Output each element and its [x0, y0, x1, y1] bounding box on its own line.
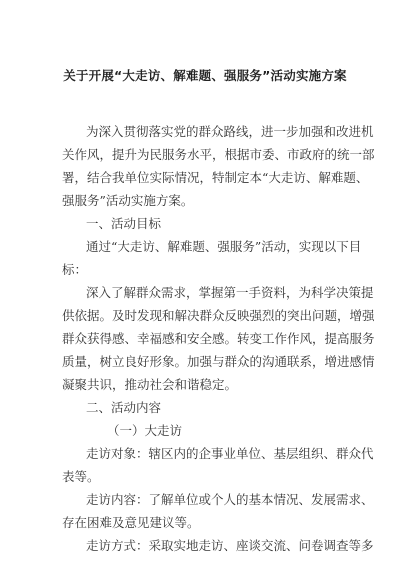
paragraph-line: 走访内容：了解单位或个人的基本情况、发展需求、	[86, 492, 374, 507]
paragraph-line: 表等。	[62, 469, 100, 484]
paragraph-line: 凝聚共识，推动社会和谐稳定。	[62, 377, 238, 392]
paragraph-line: 走访对象：辖区内的企事业单位、基层组织、群众代	[86, 446, 374, 461]
paragraph-line: 通过“大走访、解难题、强服务”活动，实现以下目	[86, 239, 362, 254]
paragraph-line: 群众获得感、幸福感和安全感。转变工作作风，提高服务	[62, 331, 375, 346]
paragraph-visit-content	[62, 488, 374, 534]
paragraph-intro	[62, 120, 375, 212]
paragraph-line: 深入了解群众需求，掌握第一手资料，为科学决策提	[86, 285, 374, 300]
paragraph-line: 存在困难及意见建议等。	[62, 515, 200, 530]
section-heading: 一、活动目标	[86, 216, 162, 231]
paragraph-line: 走访方式：采取实地走访、座谈交流、问卷调查等多	[86, 538, 374, 553]
paragraph-goals-intro	[62, 235, 362, 281]
paragraph-goals-detail	[62, 281, 375, 396]
document-title: 关于开展“大走访、解难题、强服务”活动实施方案	[63, 68, 347, 83]
paragraph-line: 关作风，提升为民服务水平，根据市委、市政府的统一部	[62, 147, 375, 162]
paragraph-line: 署，结合我单位实际情况，特制定本“大走访、解难题、	[62, 170, 369, 185]
section-heading: 二、活动内容	[86, 400, 162, 415]
paragraph-visit-method	[62, 534, 374, 557]
paragraph-line: 为深入贯彻落实党的群众路线，进一步加强和改进机	[86, 124, 374, 139]
section-heading-goals	[62, 212, 352, 235]
sub-heading: （一）大走访	[107, 423, 183, 438]
paragraph-line: 质量，树立良好形象。加强与群众的沟通联系，增进感情	[62, 354, 375, 369]
paragraph-visit-targets	[62, 442, 374, 488]
paragraph-line: 强服务”活动实施方案。	[62, 193, 194, 208]
sub-heading-visits	[62, 419, 352, 442]
section-heading-content	[62, 396, 352, 419]
paragraph-line: 供依据。及时发现和解决群众反映强烈的突出问题，增强	[62, 308, 375, 323]
paragraph-line: 标：	[62, 262, 88, 277]
